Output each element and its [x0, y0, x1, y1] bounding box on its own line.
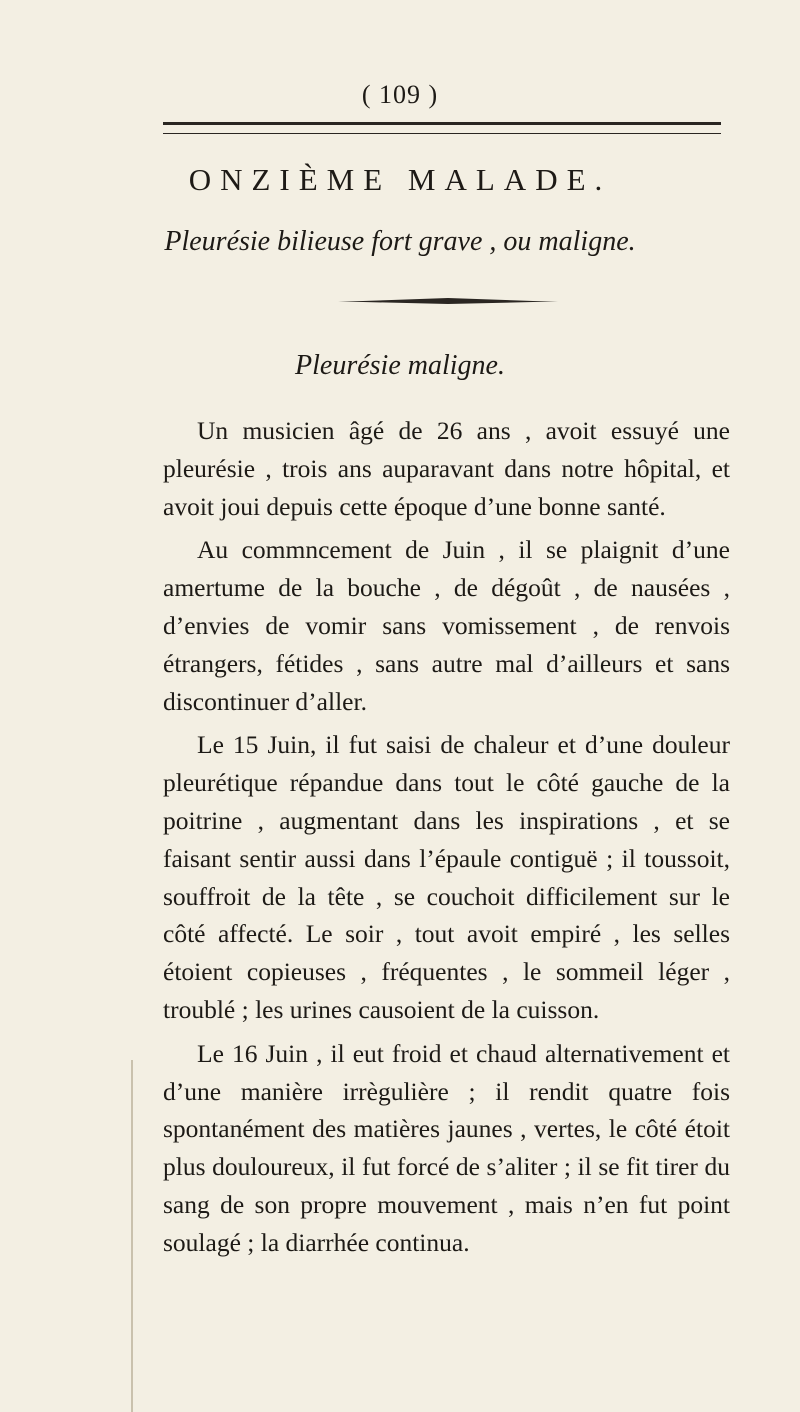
header-rule — [163, 122, 721, 134]
chapter-heading: ONZIÈME MALADE. — [188, 162, 612, 197]
paragraph: Le 16 Juin , il eut froid et chaud alternativement et d’une manière irrègulière ; il rendit quatre fois spontanément des matières jaunes , vertes, le côté étoit plus douloureux, il fut forcé de s’aliter ; il se fit tirer du sang de son propre mouvement , mais n’en fut point soulagé ; la diarrhée continua. — [163, 1038, 730, 1257]
paragraph: Au commncement de Juin , il se plaignit d’une amertume de la bouche , de dégoût , de nausées , d’envies de vomir sans vomissement , de renvois étrangers, fétides , sans autre mal d’ailleurs et sans discontinuer d’aller. — [163, 535, 730, 716]
paragraph: Le 15 Juin, il fut saisi de chaleur et d’une douleur pleurétique répandue dans tout le côté gauche de la poitrine , augmentant dans les inspirations , et se faisant sentir aussi dans l’épaule contiguë ; il toussoit, souffroit de la tête , se couchoit difficilement sur le côté affecté. Le soir , tout avoit empiré , les selles étoient copieuses , fréquentes , le sommeil léger , troublé ; les urines causoient de la cuisson. — [163, 730, 730, 1024]
paragraph: Un musicien âgé de 26 ans , avoit essuyé une pleurésie , trois ans auparavant dans notre hôpital, et avoit joui depuis cette époque d’une bonne santé. — [163, 416, 730, 521]
page-number: ( 109 ) — [361, 80, 439, 109]
section-title: Pleurésie maligne. — [295, 350, 505, 381]
chapter-subtitle: Pleurésie bilieuse fort grave , ou maligne. — [164, 226, 636, 257]
body-text — [163, 412, 730, 1268]
binding-shadow — [131, 1060, 133, 1412]
ornamental-rule — [338, 296, 558, 306]
